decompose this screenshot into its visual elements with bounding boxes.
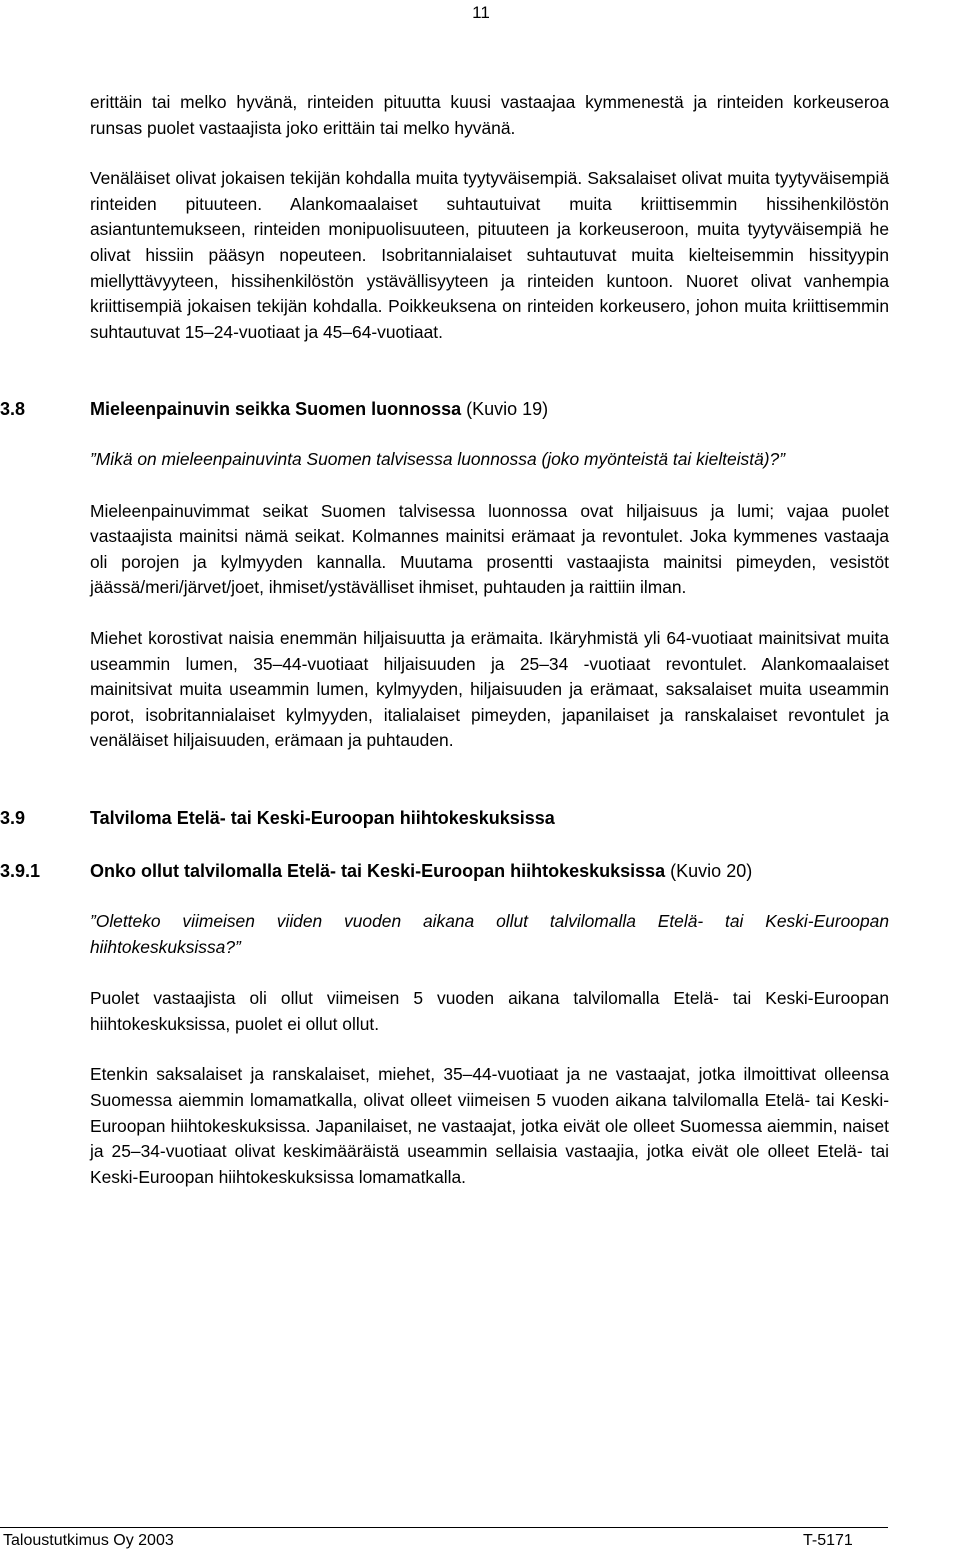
paragraph-details: Etenkin saksalaiset ja ranskalaiset, miehet, 35–44-vuotiaat ja ne vastaajat, jotka ilmoittivat olleensa Suomessa aiemmin lomamatkalla, olivat olleet viimeisen 5 vuoden aikana talvilomalla Etelä- tai Keski-Euroopan hiihtokeskuksissa. Japanilaiset, ne vastaajat, jotka eivät ole olleet Suomessa aiemmin, naiset ja 25–34-vuotiaat olivat keskimääräistä useammin sellaisia vastaajia, jotka eivät ole olleet Etelä- tai Keski-Euroopan hiihtokeskuksissa lomamatkalla. [90, 1064, 889, 1187]
section-title: Talviloma Etelä- tai Keski-Euroopan hiihtokeskuksissa [90, 807, 555, 828]
figure-reference: (Kuvio 20) [670, 861, 753, 882]
paragraph-nationalities: Venäläiset olivat jokaisen tekijän kohdalla muita tyytyväisempiä. Saksalaiset olivat muita tyytyväisempiä rinteiden pituuteen. Alankomaalaiset suhtautuivat muita kriittisemmin hissihenkilöstön asiantuntemukseen, rinteiden monipuolisuuteen, pituuteen ja korkeuseroon, muita tyytyväisempiä he olivat hissiin pääsyn nopeuteen. Isobritannialaiset suhtautuvat muita kielteisemmin hissityypin miellyttävyyteen, hissihenkilöstön ystävällisyyteen ja rinteiden kuntoon. Nuoret olivat vanhempia kriittisempiä jokaisen tekijän kohdalla. Poikkeuksena on rinteiden korkeusero, johon muita kriittisemmin suhtautuvat 15–24-vuotiaat ja 45–64-vuotiaat. [90, 168, 889, 342]
paragraph-groups: Miehet korostivat naisia enemmän hiljaisuutta ja erämaita. Ikäryhmistä yli 64-vuotiaat mainitsivat muita useammin lumen, 35–44-vuotiaat hiljaisuuden ja 25–34 -vuotiaat revontulet. Alankomaalaiset mainitsivat muita useammin lumen, kylmyyden, hiljaisuuden ja erämaat, saksalaiset muita useammin porot, isobritannialaiset kylmyyden, italialaiset pimeyden, japanilaiset ja ranskalaiset revontulet ja venäläiset hiljaisuuden, erämaan ja puhtauden. [90, 627, 889, 751]
page-number: 11 [472, 3, 490, 22]
document-body [0, 90, 889, 1190]
section-title: Mieleenpainuvin seikka Suomen luonnossa [90, 399, 462, 420]
section-title: Onko ollut talvilomalla Etelä- tai Keski-Euroopan hiihtokeskuksissa [90, 861, 666, 882]
figure-reference: (Kuvio 19) [466, 399, 549, 420]
footer-report-code: T-5171 [803, 1532, 853, 1549]
section-number: 3.9.1 [0, 861, 41, 882]
section-heading-3-9 [0, 806, 889, 832]
footer-rule [0, 1527, 888, 1528]
survey-question: ”Mikä on mieleenpainuvinta Suomen talvisessa luonnossa (joko myönteistä tai kielteistä)?” [90, 448, 786, 469]
section-heading-3-8 [0, 397, 889, 423]
section-number: 3.9 [0, 807, 26, 828]
paragraph-intro: erittäin tai melko hyvänä, rinteiden pituutta kuusi vastaajaa kymmenestä ja rinteiden korkeuseroa runsas puolet vastaajista joko erittäin tai melko hyvänä. [90, 92, 889, 138]
survey-question: ”Oletteko viimeisen viiden vuoden aikana ollut talvilomalla Etelä- tai Keski-Euroopan hiihtokeskuksissa?” [90, 911, 889, 957]
paragraph-memorable: Mieleenpainuvimmat seikat Suomen talvisessa luonnossa ovat hiljaisuus ja lumi; vajaa puolet vastaajista mainitsi nämä seikat. Kolmannes mainitsi erämaat ja revontulet. Joka kymmenes vastaaja oli porojen ja kylmyyden kannalla. Muutama prosentti vastaajista mainitsi pimeyden, vesistöt jäässä/meri/järvet/joet, ihmiset/ystävälliset ihmiset, puhtauden ja raittiin ilman. [90, 500, 889, 598]
section-number: 3.8 [0, 399, 26, 420]
section-heading-3-9-1 [0, 859, 889, 885]
footer-company: Taloustutkimus Oy 2003 [3, 1532, 174, 1549]
paragraph-half: Puolet vastaajista oli ollut viimeisen 5 vuoden aikana talvilomalla Etelä- tai Keski-Euroopan hiihtokeskuksissa, puolet ei ollut ollut. [90, 988, 889, 1034]
